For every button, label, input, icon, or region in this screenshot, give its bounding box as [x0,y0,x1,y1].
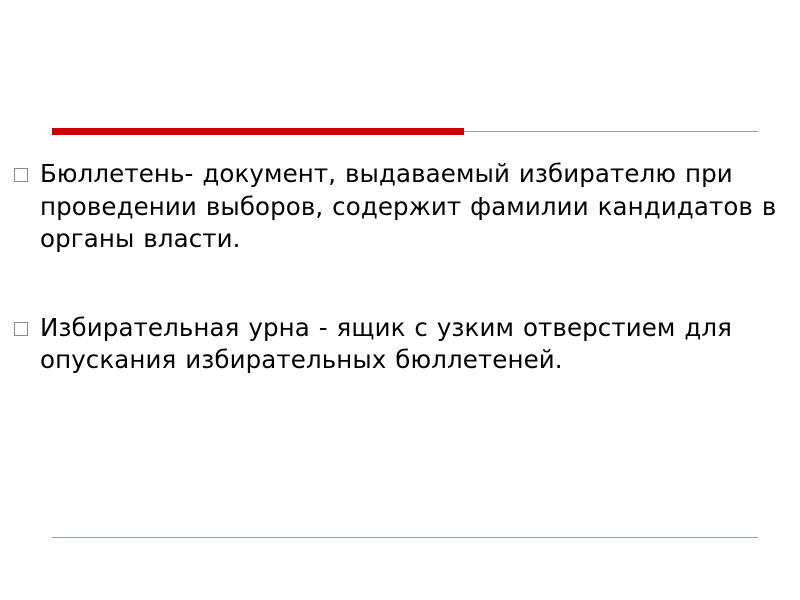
footer-divider [52,537,758,538]
slide-body [8,158,792,377]
square-outline-bullet-icon [14,322,28,336]
header-divider [52,128,758,136]
list-item [8,312,792,377]
bullet-text: Избирательная урна - ящик с узким отверстием для опускания избирательных бюллетеней. [40,312,733,375]
square-outline-bullet-icon [14,168,28,182]
list-item [8,158,792,256]
paragraph-spacer [8,256,792,312]
bullet-text: Бюллетень- документ, выдаваемый избирателю при проведении выборов, содержит фамилии кандидатов в органы власти. [40,159,777,254]
header-divider-accent-bar [52,128,464,135]
